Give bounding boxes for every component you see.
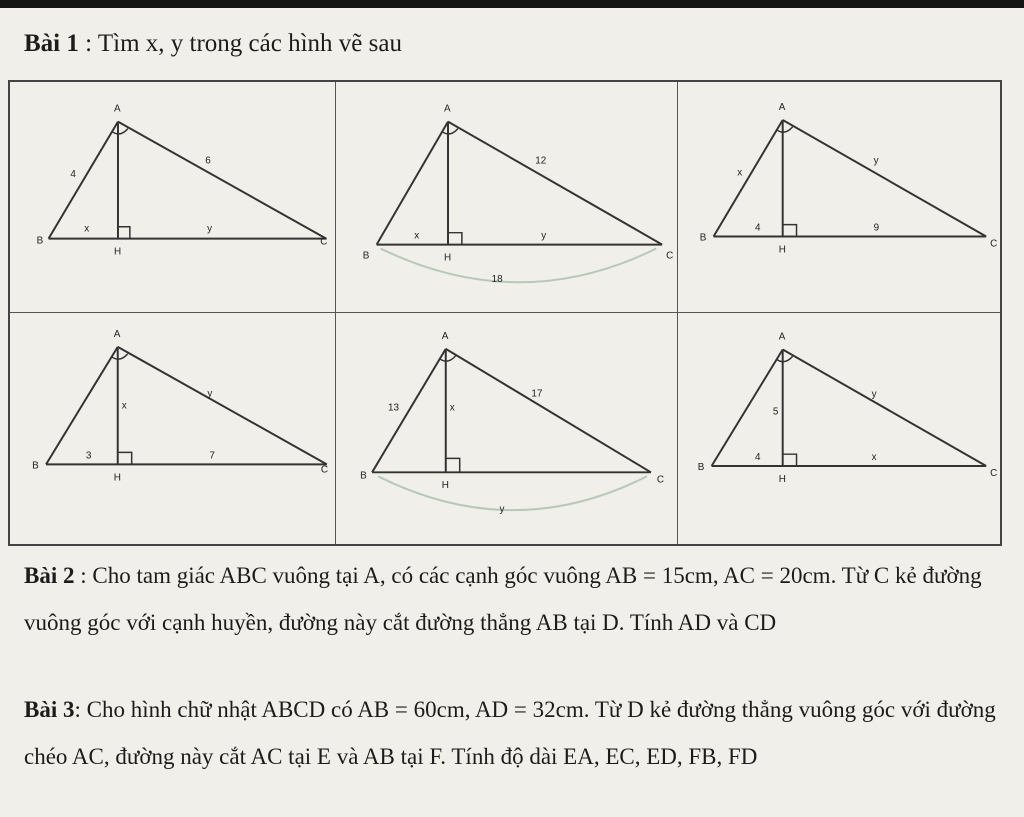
figure-6-side-ac: y xyxy=(871,388,877,400)
figure-5-side-ah: x xyxy=(449,402,455,414)
figure-2-diagram xyxy=(336,82,677,312)
figure-4 xyxy=(10,313,336,544)
figure-2 xyxy=(336,82,678,313)
figure-6 xyxy=(678,313,1000,544)
exercise-3-label: Bài 3 xyxy=(24,697,75,722)
figure-5-side-ac: 17 xyxy=(531,388,543,400)
figure-2-side-hc: y xyxy=(541,230,547,242)
figure-grid xyxy=(8,80,1002,546)
figure-4-label-a: A xyxy=(113,328,121,340)
figure-6-side-bh: 4 xyxy=(755,452,761,464)
exercise-2-text: : Cho tam giác ABC vuông tại A, có các cạnh góc vuông AB = 15cm, AC = 20cm. Từ C kẻ đường vuông góc với cạnh huyền, đường này cắt đường thẳng AB tại D. Tính AD và CD xyxy=(24,563,982,635)
figure-5-label-a: A xyxy=(441,330,449,342)
figure-4-side-bh: 3 xyxy=(85,450,92,462)
top-bar xyxy=(0,0,1024,8)
figure-1-label-a: A xyxy=(114,103,121,115)
figure-2-label-h: H xyxy=(444,252,452,264)
figure-6-label-a: A xyxy=(778,331,786,343)
figure-3-diagram xyxy=(678,82,1000,312)
figure-5 xyxy=(336,313,678,544)
figure-3-label-a: A xyxy=(778,102,786,114)
figure-6-side-ah: 5 xyxy=(772,406,779,418)
figure-4-side-hc: 7 xyxy=(209,450,215,462)
figure-4-label-b: B xyxy=(32,460,39,472)
figure-2-label-a: A xyxy=(444,103,451,115)
figure-1-side-bh: x xyxy=(84,223,90,235)
figure-4-side-ah: x xyxy=(121,400,127,412)
figure-3-side-bh: 4 xyxy=(755,222,761,234)
figure-2-side-ac: 12 xyxy=(535,155,547,167)
figure-1-side-ab: 4 xyxy=(70,169,76,181)
figure-2-side-bc: 18 xyxy=(491,274,503,286)
figure-5-label-b: B xyxy=(360,470,367,482)
figure-6-label-h: H xyxy=(778,473,786,485)
figure-3-side-ac: y xyxy=(873,155,879,167)
figure-6-diagram xyxy=(678,313,1000,544)
figure-3-label-b: B xyxy=(699,232,707,244)
figure-2-label-b: B xyxy=(362,250,370,262)
exercise-1-label: Bài 1 xyxy=(24,30,79,57)
exercise-3 xyxy=(24,686,1000,780)
figure-1-diagram xyxy=(10,82,335,312)
exercise-3-text: : Cho hình chữ nhật ABCD có AB = 60cm, AD = 32cm. Từ D kẻ đường thẳng vuông góc với đường chéo AC, đường này cắt AC tại E và AB tại F. Tính độ dài EA, EC, ED, FB, FD xyxy=(24,697,996,769)
figure-4-label-h: H xyxy=(113,472,121,484)
figure-2-label-c: C xyxy=(666,250,674,262)
figure-5-side-ab: 13 xyxy=(388,402,400,414)
figure-3-label-c: C xyxy=(990,238,998,250)
figure-4-label-c: C xyxy=(320,464,329,476)
figure-1 xyxy=(10,82,336,313)
figure-3-label-h: H xyxy=(778,244,786,256)
figure-6-side-hc: x xyxy=(871,452,877,464)
figure-1-label-b: B xyxy=(36,235,44,247)
exercise-1-text: : Tìm x, y trong các hình vẽ sau xyxy=(78,30,402,57)
figure-6-label-c: C xyxy=(990,467,998,479)
figure-1-side-ac: 6 xyxy=(205,155,211,167)
figure-3-side-hc: 9 xyxy=(873,222,880,234)
figure-1-label-h: H xyxy=(114,246,122,258)
figure-4-side-ac: y xyxy=(207,388,213,400)
figure-4-diagram xyxy=(10,313,335,544)
figure-5-label-h: H xyxy=(441,480,449,492)
figure-6-label-b: B xyxy=(697,461,705,473)
figure-1-side-hc: y xyxy=(207,223,213,235)
figure-5-label-c: C xyxy=(656,474,665,486)
exercise-2 xyxy=(24,552,1000,646)
figure-5-side-bc: y xyxy=(499,504,505,516)
figure-3 xyxy=(678,82,1000,313)
exercise-2-label: Bài 2 xyxy=(24,563,75,588)
figure-5-diagram xyxy=(336,313,677,544)
figure-2-side-bh: x xyxy=(414,230,420,242)
figure-1-label-c: C xyxy=(320,236,328,248)
exercise-1-heading xyxy=(24,30,402,58)
figure-3-side-ab: x xyxy=(737,167,743,179)
